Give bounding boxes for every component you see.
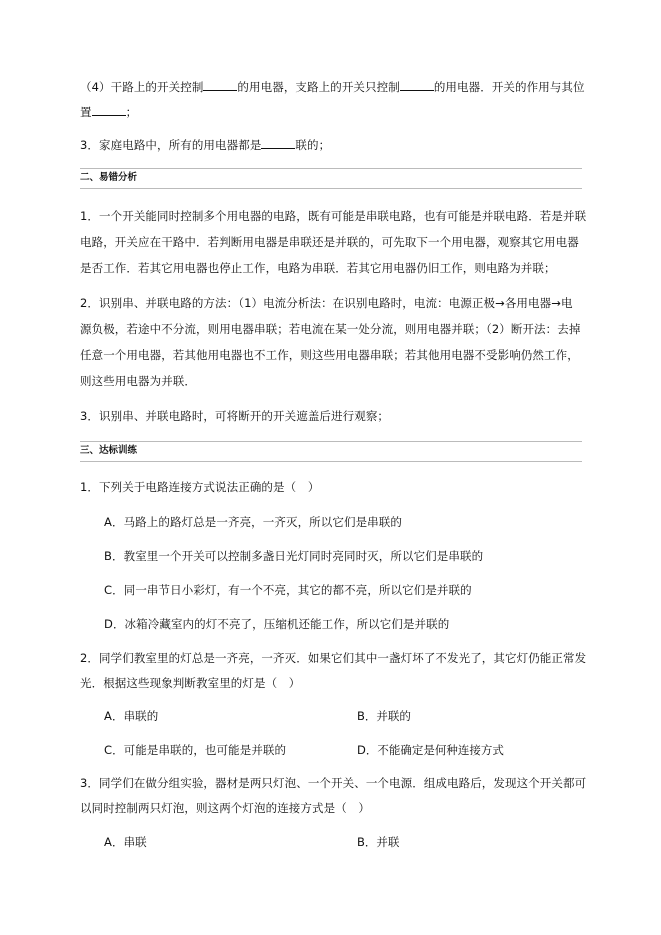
item4-line2 — [80, 103, 137, 120]
answer-blank[interactable] — [92, 103, 126, 116]
q1-option-a[interactable]: A．马路上的路灯总是一齐亮，一齐灭，所以它们是串联的 — [104, 515, 402, 529]
item4-text-a: （4）干路上的开关控制 — [80, 80, 204, 94]
q2-option-a[interactable]: A．串联的 — [104, 709, 159, 723]
paragraph-line: 3．识别串、并联电路时，可将断开的开关遮盖后进行观察； — [80, 409, 390, 423]
section-divider — [80, 461, 582, 462]
paragraph-line: 电路，开关应在干路中．若判断用电器是串联还是并联的，可先取下一个用电器，观察其它用电器 — [80, 235, 579, 249]
section-heading-practice: 三、达标训练 — [80, 445, 138, 456]
answer-blank[interactable] — [261, 136, 295, 149]
item4-text-c: 的用电器．开关的作用与其位 — [433, 80, 585, 94]
q3-option-a[interactable]: A．串联 — [104, 835, 147, 849]
item4-text-d: 置 — [80, 105, 92, 119]
question-1-stem: 1．下列关于电路连接方式说法正确的是（ ） — [80, 480, 320, 494]
item3-text-a: 3．家庭电路中，所有的用电器都是 — [80, 138, 262, 152]
answer-blank[interactable] — [400, 78, 434, 91]
paragraph-line: 1．一个开关能同时控制多个用电器的电路，既有可能是串联电路，也有可能是并联电路．若是并联 — [80, 209, 587, 223]
item4-text-e: ； — [125, 105, 138, 119]
paragraph-line: 则这些用电器为并联． — [80, 374, 196, 388]
paragraph-line: 2．识别串、并联电路的方法：（1）电流分析法：在识别电路时，电流：电源正极→各用电器→电 — [80, 296, 573, 310]
q2-option-d[interactable]: D．不能确定是何种连接方式 — [357, 743, 504, 757]
answer-blank[interactable] — [203, 78, 237, 91]
item4-line1 — [80, 78, 585, 95]
question-3-stem-line2: 以同时控制两只灯泡，则这两个灯泡的连接方式是（ ） — [80, 801, 370, 815]
section-heading-error-analysis: 二、易错分析 — [80, 172, 138, 183]
question-2-stem-line1: 2．同学们教室里的灯总是一齐亮，一齐灭．如果它们其中一盏灯坏了不发光了，其它灯仍能正常发 — [80, 651, 587, 665]
section-divider — [80, 441, 582, 442]
q1-option-b[interactable]: B．教室里一个开关可以控制多盏日光灯同时亮同时灭，所以它们是串联的 — [104, 549, 484, 563]
section-divider — [80, 188, 582, 189]
q2-option-c[interactable]: C．可能是串联的，也可能是并联的 — [104, 743, 287, 757]
q2-option-b[interactable]: B．并联的 — [357, 709, 411, 723]
paragraph-line: 源负极，若途中不分流，则用电器串联；若电流在某一处分流，则用电器并联；（2）断开法：去掉 — [80, 322, 581, 336]
item3-text-b: 联的； — [295, 138, 331, 152]
paragraph-line: 是否工作．若其它用电器也停止工作，电路为串联．若其它用电器仍旧工作，则电路为并联； — [80, 261, 556, 275]
item4-text-b: 的用电器，支路上的开关只控制 — [237, 80, 400, 94]
q1-option-c[interactable]: C．同一串节日小彩灯，有一个不亮，其它的都不亮，所以它们是并联的 — [104, 583, 472, 597]
question-3-stem-line1: 3．同学们在做分组实验，器材是两只灯泡、一个开关、一个电源．组成电路后，发现这个开关都可 — [80, 776, 587, 790]
item3-line — [80, 136, 330, 153]
paragraph-line: 任意一个用电器，若其他用电器也不工作，则这些用电器串联；若其他用电器不受影响仍然工作， — [80, 348, 579, 362]
question-2-stem-line2: 光．根据这些现象判断教室里的灯是（ ） — [80, 676, 301, 690]
q3-option-b[interactable]: B．并联 — [357, 835, 400, 849]
section-divider — [80, 168, 582, 169]
q1-option-d[interactable]: D．冰箱冷藏室内的灯不亮了，压缩机还能工作，所以它们是并联的 — [104, 617, 450, 631]
